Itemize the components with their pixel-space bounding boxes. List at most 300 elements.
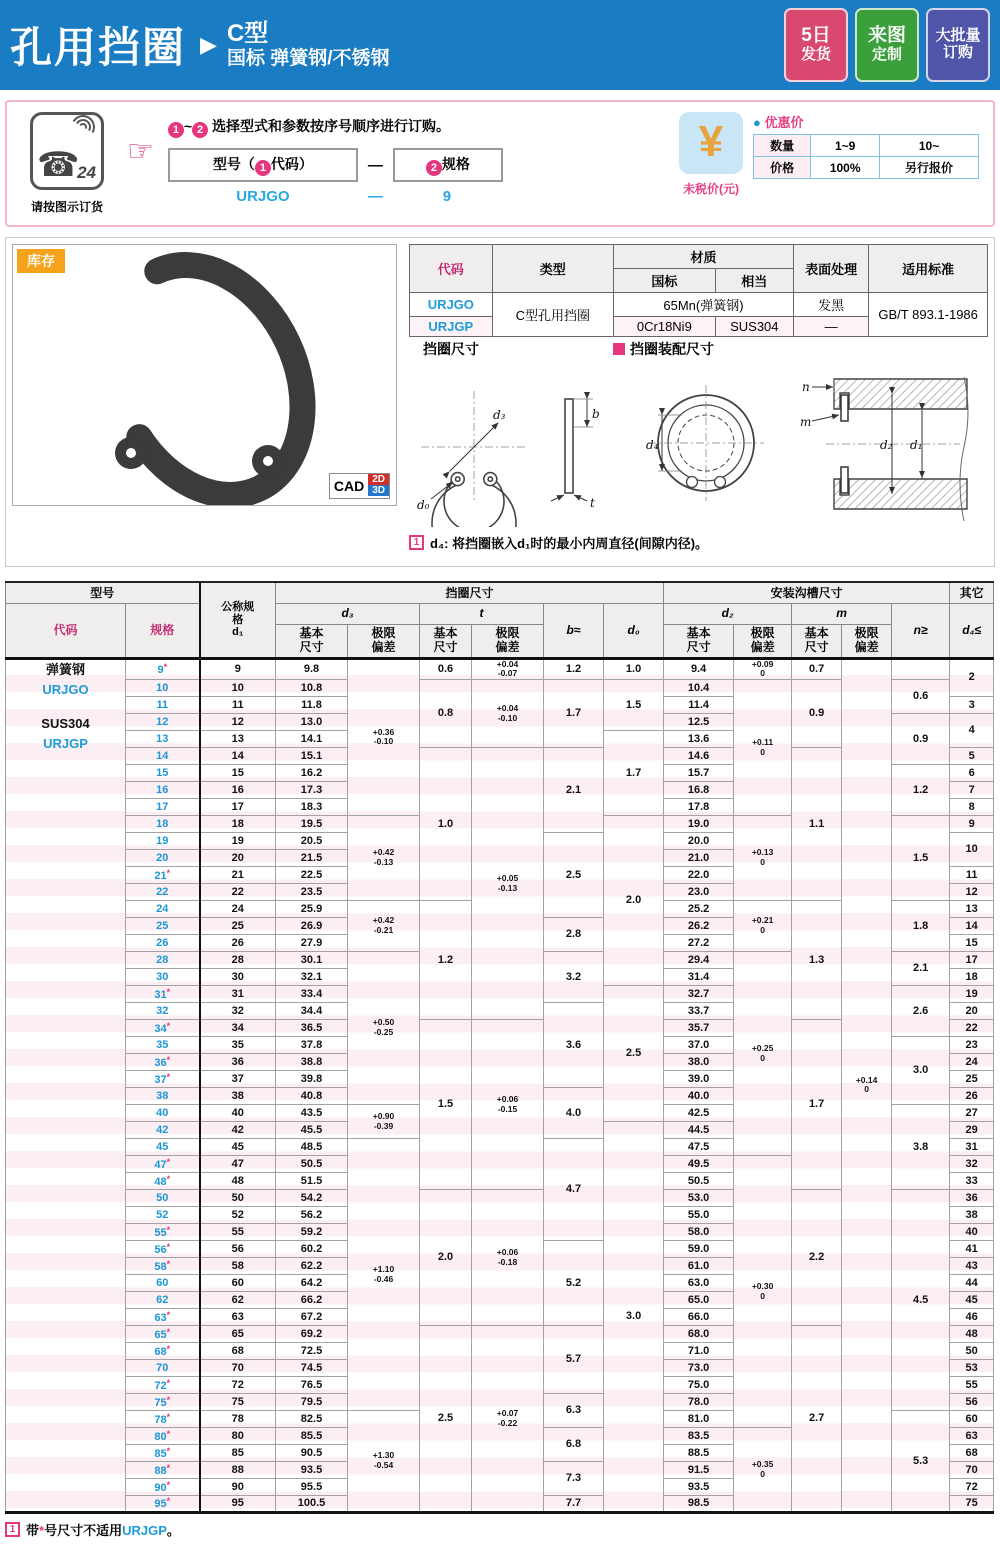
- spec-cell: 60: [126, 1275, 200, 1292]
- d4-cell: 3: [950, 697, 994, 714]
- d1-cell: 65: [200, 1326, 276, 1343]
- mtol-cell: +0.14 0: [842, 658, 892, 1513]
- d4-cell: 45: [950, 1292, 994, 1309]
- t-cell: 2.0: [420, 1190, 472, 1326]
- spec-cell: 32: [126, 1003, 200, 1020]
- std-material-label: 国标 弹簧钢/不锈钢: [226, 47, 390, 69]
- badge-5day-ship: 5日 发货: [784, 8, 848, 82]
- d2tol-cell: +0.09 0: [734, 658, 792, 680]
- cad-2d-button[interactable]: 2D: [368, 474, 389, 485]
- d3-cell: 56.2: [276, 1207, 348, 1224]
- header-m: m: [792, 603, 892, 624]
- d2tol-cell: +0.35 0: [734, 1428, 792, 1513]
- d2-cell: 63.0: [664, 1275, 734, 1292]
- n-cell: 0.6: [892, 680, 950, 714]
- d3-cell: 67.2: [276, 1309, 348, 1326]
- example-spec: 9: [442, 188, 452, 205]
- d2-cell: 16.8: [664, 782, 734, 799]
- header-spec: 规格: [126, 603, 200, 658]
- price-header: 价格: [754, 157, 811, 179]
- type-label: C型: [226, 20, 269, 48]
- price-info-block: [679, 112, 979, 197]
- d3-cell: 15.1: [276, 748, 348, 765]
- d0-cell: 2.5: [604, 986, 664, 1122]
- d1-cell: 24: [200, 901, 276, 918]
- d1-cell: 80: [200, 1428, 276, 1445]
- model-number-boxes: 型号（ 1 代码） — 2 规格: [168, 148, 665, 182]
- d2-cell: 26.2: [664, 918, 734, 935]
- d1-cell: 55: [200, 1224, 276, 1241]
- d3-cell: 82.5: [276, 1411, 348, 1428]
- discount-price-title: ● 优惠价: [753, 115, 804, 130]
- code-urjgo: URJGO: [410, 293, 493, 317]
- d2-cell: 17.8: [664, 799, 734, 816]
- label-d3: d₃: [493, 408, 506, 422]
- d1-cell: 10: [200, 680, 276, 697]
- spec-cell: 52: [126, 1207, 200, 1224]
- d3-cell: 38.8: [276, 1054, 348, 1071]
- d1-cell: 42: [200, 1122, 276, 1139]
- d2-cell: 10.4: [664, 680, 734, 697]
- d3-cell: 20.5: [276, 833, 348, 850]
- b-cell: 1.7: [544, 680, 604, 748]
- d3-cell: 51.5: [276, 1173, 348, 1190]
- d4-cell: 50: [950, 1343, 994, 1360]
- footnote: 1 带*号尺寸不适用URJGP。: [5, 1520, 995, 1539]
- label-t: t: [590, 496, 595, 510]
- d4-cell: 41: [950, 1241, 994, 1258]
- phone-order-block: [21, 112, 113, 215]
- d2-cell: 32.7: [664, 986, 734, 1003]
- assembly-front-diagram: [628, 369, 778, 527]
- t-cell: 1.5: [420, 1020, 472, 1190]
- m-cell: 2.2: [792, 1190, 842, 1326]
- d2-cell: 33.7: [664, 1003, 734, 1020]
- d1-cell: 34: [200, 1020, 276, 1037]
- spec-cell: 14: [126, 748, 200, 765]
- t-cell: 1.2: [420, 901, 472, 1020]
- d2-cell: 11.4: [664, 697, 734, 714]
- label-d1: d₁: [910, 438, 923, 452]
- header-d2: d₂: [664, 603, 792, 624]
- phone-24h-icon: ☎ 24: [30, 112, 104, 190]
- qty-header: 数量: [754, 135, 811, 157]
- header-t: t: [420, 603, 544, 624]
- material-65mn: 65Mn(弹簧钢): [614, 293, 794, 317]
- d1-cell: 48: [200, 1173, 276, 1190]
- d3-cell: 90.5: [276, 1445, 348, 1462]
- d2-cell: 88.5: [664, 1445, 734, 1462]
- d1-cell: 28: [200, 952, 276, 969]
- surface-cell: 发黑: [793, 293, 868, 317]
- b-cell: 3.6: [544, 1003, 604, 1088]
- n-cell: 0.9: [892, 714, 950, 765]
- d0-cell: 2.0: [604, 816, 664, 986]
- d3tol-cell: +0.36 -0.10: [348, 658, 420, 816]
- badge-bulk-order: 大批量 订购: [926, 8, 990, 82]
- d2-cell: 50.5: [664, 1173, 734, 1190]
- ring-dimension-diagram: [409, 369, 624, 527]
- b-cell: 6.8: [544, 1428, 604, 1462]
- d3-cell: 39.8: [276, 1071, 348, 1088]
- d1-cell: 20: [200, 850, 276, 867]
- b-cell: 5.7: [544, 1326, 604, 1394]
- d4-cell: 13: [950, 901, 994, 918]
- label-d4: d₄: [646, 438, 659, 452]
- spec-cell: 30: [126, 969, 200, 986]
- spec-cell: 36*: [126, 1054, 200, 1071]
- price-table: 数量 1~9 10~ 价格 100% 另行报价: [753, 134, 979, 179]
- d1-cell: 18: [200, 816, 276, 833]
- d2-cell: 75.0: [664, 1377, 734, 1394]
- d4-cell: 22: [950, 1020, 994, 1037]
- d3-cell: 100.5: [276, 1496, 348, 1513]
- d4-cell: 33: [950, 1173, 994, 1190]
- d4-cell: 36: [950, 1190, 994, 1207]
- n-cell: 1.8: [892, 901, 950, 952]
- m-cell: 1.1: [792, 748, 842, 901]
- header-tol: 极限偏差: [348, 624, 420, 658]
- header-d3: d₃: [276, 603, 420, 624]
- n-cell: 1.2: [892, 765, 950, 816]
- d4-cell: 12: [950, 884, 994, 901]
- spec-cell: 95*: [126, 1496, 200, 1513]
- header-basic: 基本尺寸: [276, 624, 348, 658]
- label-b: b: [592, 407, 600, 421]
- example-code: URJGO: [236, 188, 290, 205]
- d2-cell: 9.4: [664, 658, 734, 680]
- note-1-icon: 1: [409, 535, 424, 550]
- spec-cell: 15: [126, 765, 200, 782]
- pink-square-icon: [613, 343, 625, 355]
- d4-cell: 56: [950, 1394, 994, 1411]
- b-cell: 4.7: [544, 1139, 604, 1241]
- d3-cell: 48.5: [276, 1139, 348, 1156]
- n-cell: 3.8: [892, 1105, 950, 1190]
- d4-cell: 17: [950, 952, 994, 969]
- cad-3d-button[interactable]: 3D: [368, 485, 389, 496]
- spec-cell: 34*: [126, 1020, 200, 1037]
- d2-cell: 20.0: [664, 833, 734, 850]
- spec-cell: 9*: [126, 658, 200, 680]
- b-cell: 6.3: [544, 1394, 604, 1428]
- d4-cell: 5: [950, 748, 994, 765]
- order-example: URJGO — 9: [168, 188, 665, 205]
- d0-cell: 3.0: [604, 1122, 664, 1513]
- d2-cell: 19.0: [664, 816, 734, 833]
- spec-cell: 10: [126, 680, 200, 697]
- d1-cell: 90: [200, 1479, 276, 1496]
- spec-cell: 16: [126, 782, 200, 799]
- b-cell: 7.3: [544, 1462, 604, 1496]
- d3-cell: 72.5: [276, 1343, 348, 1360]
- d3-cell: 69.2: [276, 1326, 348, 1343]
- header-d0: d₀: [604, 603, 664, 658]
- order-step-note: 1 ~ 2 选择型式和参数按序号顺序进行订购。: [168, 116, 665, 138]
- m-cell: 1.3: [792, 901, 842, 1020]
- d3-cell: 32.1: [276, 969, 348, 986]
- d3tol-cell: +1.30 -0.54: [348, 1411, 420, 1513]
- d3-cell: 23.5: [276, 884, 348, 901]
- t-cell: 0.8: [420, 680, 472, 748]
- step1-badge: 1: [168, 122, 184, 138]
- label-d2: d₂: [880, 438, 893, 452]
- spec-cell: 20: [126, 850, 200, 867]
- d3-cell: 54.2: [276, 1190, 348, 1207]
- spec-cell: 65*: [126, 1326, 200, 1343]
- n-cell: 2.6: [892, 986, 950, 1037]
- d3tol-cell: +0.90 -0.39: [348, 1105, 420, 1139]
- d2-cell: 39.0: [664, 1071, 734, 1088]
- d4-cell: 8: [950, 799, 994, 816]
- stock-badge: 库存: [17, 249, 65, 273]
- d4-cell: 38: [950, 1207, 994, 1224]
- arrow-icon: ▶: [200, 32, 217, 57]
- d4-cell: 20: [950, 1003, 994, 1020]
- m-cell: 1.7: [792, 1020, 842, 1190]
- spec-cell: 80*: [126, 1428, 200, 1445]
- b-cell: 2.5: [544, 833, 604, 918]
- d1-cell: 52: [200, 1207, 276, 1224]
- d3-cell: 13.0: [276, 714, 348, 731]
- d0-cell: 1.0: [604, 658, 664, 680]
- n-cell: 1.5: [892, 816, 950, 901]
- d2-cell: 68.0: [664, 1326, 734, 1343]
- d2-cell: 29.4: [664, 952, 734, 969]
- spec-cell: 55*: [126, 1224, 200, 1241]
- spec-cell: 26: [126, 935, 200, 952]
- ttol-cell: +0.04 -0.10: [472, 680, 544, 748]
- d3-cell: 40.8: [276, 1088, 348, 1105]
- d4-cell: 26: [950, 1088, 994, 1105]
- d1-cell: 40: [200, 1105, 276, 1122]
- spec-cell: 11: [126, 697, 200, 714]
- d1-cell: 31: [200, 986, 276, 1003]
- spec-table-header: 型号 公称规格 d₁ 挡圈尺寸 安装沟槽尺寸 其它 代码 规格 d₃ t b≈ d₀ d₂ m n≥ d₄≤ 基本尺寸 极限偏差 基本尺寸 极限偏差 基本尺寸 极限偏差 基本尺寸 极限偏差: [6, 582, 994, 658]
- pointing-hand-icon: ☞: [127, 135, 154, 168]
- d3-cell: 62.2: [276, 1258, 348, 1275]
- d2-cell: 78.0: [664, 1394, 734, 1411]
- d3-cell: 17.3: [276, 782, 348, 799]
- d1-cell: 38: [200, 1088, 276, 1105]
- d3tol-cell: +0.42 -0.21: [348, 901, 420, 952]
- n-cell: [892, 658, 950, 680]
- ttol-cell: +0.06 -0.15: [472, 1020, 544, 1190]
- d4-cell: 24: [950, 1054, 994, 1071]
- d4-cell: 6: [950, 765, 994, 782]
- d4-cell: 7: [950, 782, 994, 799]
- d1-cell: 47: [200, 1156, 276, 1173]
- order-step-text: 选择型式和参数按序号顺序进行订购。: [211, 118, 450, 134]
- d3-cell: 50.5: [276, 1156, 348, 1173]
- bullet-icon: ●: [753, 115, 761, 130]
- d1-cell: 36: [200, 1054, 276, 1071]
- header-ring-dims: 挡圈尺寸: [276, 582, 664, 603]
- d3-cell: 64.2: [276, 1275, 348, 1292]
- d1-cell: 70: [200, 1360, 276, 1377]
- d3-cell: 79.5: [276, 1394, 348, 1411]
- d2-cell: 23.0: [664, 884, 734, 901]
- d1-cell: 63: [200, 1309, 276, 1326]
- d4-cell: 60: [950, 1411, 994, 1428]
- d1-cell: 78: [200, 1411, 276, 1428]
- d3-cell: 36.5: [276, 1020, 348, 1037]
- series-code-cell: 弹簧钢 URJGO SUS304 URJGP: [6, 658, 126, 1513]
- spec-cell: 13: [126, 731, 200, 748]
- d3-cell: 25.9: [276, 901, 348, 918]
- d2-cell: 14.6: [664, 748, 734, 765]
- spec-cell: 88*: [126, 1462, 200, 1479]
- spec-cell: 19: [126, 833, 200, 850]
- d4-cell: 43: [950, 1258, 994, 1275]
- d2-cell: 42.5: [664, 1105, 734, 1122]
- d1-cell: 19: [200, 833, 276, 850]
- d1-cell: 35: [200, 1037, 276, 1054]
- d2tol-cell: +0.21 0: [734, 901, 792, 952]
- d2-cell: 71.0: [664, 1343, 734, 1360]
- spec-cell: 42: [126, 1122, 200, 1139]
- spec-cell: 75*: [126, 1394, 200, 1411]
- d4-cell: 27: [950, 1105, 994, 1122]
- d3-cell: 18.3: [276, 799, 348, 816]
- d4-cell: 68: [950, 1445, 994, 1462]
- d1-cell: 26: [200, 935, 276, 952]
- b-cell: 2.1: [544, 748, 604, 833]
- d2-cell: 25.2: [664, 901, 734, 918]
- cad-label: CAD: [333, 478, 365, 494]
- d1-cell: 16: [200, 782, 276, 799]
- d3-cell: 9.8: [276, 658, 348, 680]
- d3-cell: 16.2: [276, 765, 348, 782]
- m-cell: 0.9: [792, 680, 842, 748]
- page-banner: [0, 0, 1000, 90]
- d1-cell: 12: [200, 714, 276, 731]
- d3-cell: 14.1: [276, 731, 348, 748]
- header-nominal-d1: 公称规格 d₁: [200, 582, 276, 658]
- spec-cell: 12: [126, 714, 200, 731]
- spec-cell: 63*: [126, 1309, 200, 1326]
- d2-cell: 49.5: [664, 1156, 734, 1173]
- b-cell: 5.2: [544, 1241, 604, 1326]
- spec-cell: 48*: [126, 1173, 200, 1190]
- footnote-1-icon: 1: [5, 1522, 20, 1537]
- spec-cell: 38: [126, 1088, 200, 1105]
- d1-cell: 13: [200, 731, 276, 748]
- d2-cell: 58.0: [664, 1224, 734, 1241]
- d3tol-cell: +1.10 -0.46: [348, 1139, 420, 1411]
- d3-cell: 10.8: [276, 680, 348, 697]
- m-cell: 0.7: [792, 658, 842, 680]
- d3-cell: 19.5: [276, 816, 348, 833]
- spec-cell: 50: [126, 1190, 200, 1207]
- d1-cell: 56: [200, 1241, 276, 1258]
- d3-cell: 93.5: [276, 1462, 348, 1479]
- d4-cell: 25: [950, 1071, 994, 1088]
- d3-cell: 59.2: [276, 1224, 348, 1241]
- step2-badge: 2: [192, 122, 208, 138]
- d1-cell: 85: [200, 1445, 276, 1462]
- n-cell: 5.3: [892, 1411, 950, 1513]
- d3-cell: 43.5: [276, 1105, 348, 1122]
- d2-cell: 21.0: [664, 850, 734, 867]
- t-cell: 1.0: [420, 748, 472, 901]
- d3-cell: 22.5: [276, 867, 348, 884]
- d1-cell: 37: [200, 1071, 276, 1088]
- d2-cell: 12.5: [664, 714, 734, 731]
- d4-cell: 29: [950, 1122, 994, 1139]
- table-row: [6, 658, 994, 680]
- model-code-box: 型号（ 1 代码）: [168, 148, 358, 182]
- spec-cell: 24: [126, 901, 200, 918]
- header-model: 型号: [6, 582, 200, 603]
- surface-cell-2: —: [793, 317, 868, 337]
- header-n: n≥: [892, 603, 950, 658]
- phone-caption: 请按图示订货: [30, 200, 103, 214]
- d3-cell: 21.5: [276, 850, 348, 867]
- d3-cell: 45.5: [276, 1122, 348, 1139]
- b-cell: 3.2: [544, 952, 604, 1003]
- spec-cell: 45: [126, 1139, 200, 1156]
- d1-cell: 22: [200, 884, 276, 901]
- label-d0: d₀: [417, 498, 430, 512]
- d2-cell: 47.5: [664, 1139, 734, 1156]
- d3-cell: 11.8: [276, 697, 348, 714]
- d1-cell: 17: [200, 799, 276, 816]
- d1-cell: 30: [200, 969, 276, 986]
- d4-cell: 72: [950, 1479, 994, 1496]
- d2-cell: 31.4: [664, 969, 734, 986]
- d4-cell: 4: [950, 714, 994, 748]
- spec-box: 2 规格: [393, 148, 503, 182]
- banner-badges: [784, 8, 990, 82]
- spec-cell: 31*: [126, 986, 200, 1003]
- d1-cell: 11: [200, 697, 276, 714]
- spec-cell: 28: [126, 952, 200, 969]
- d4-cell: 31: [950, 1139, 994, 1156]
- spec-cell: 56*: [126, 1241, 200, 1258]
- header-code: 代码: [6, 603, 126, 658]
- d2-cell: 91.5: [664, 1462, 734, 1479]
- material-equiv-cell: SUS304: [715, 317, 793, 337]
- spec-cell: 62: [126, 1292, 200, 1309]
- spec-cell: 25: [126, 918, 200, 935]
- d2-cell: 81.0: [664, 1411, 734, 1428]
- d3-cell: 37.8: [276, 1037, 348, 1054]
- d2-cell: 59.0: [664, 1241, 734, 1258]
- d2-cell: 55.0: [664, 1207, 734, 1224]
- d2-cell: 27.2: [664, 935, 734, 952]
- d4-cell: 44: [950, 1275, 994, 1292]
- d1-cell: 25: [200, 918, 276, 935]
- ttol-cell: +0.06 -0.18: [472, 1190, 544, 1326]
- d2tol-cell: +0.30 0: [734, 1156, 792, 1428]
- d3-cell: 85.5: [276, 1428, 348, 1445]
- d4-cell: 53: [950, 1360, 994, 1377]
- d3-cell: 26.9: [276, 918, 348, 935]
- d4-note: 1 d₄: 将挡圈嵌入d₁时的最小内周直径(间隙内径)。: [409, 533, 988, 552]
- spec-cell: 47*: [126, 1156, 200, 1173]
- d2-cell: 13.6: [664, 731, 734, 748]
- d1-cell: 60: [200, 1275, 276, 1292]
- spec-cell: 78*: [126, 1411, 200, 1428]
- spec-cell: 90*: [126, 1479, 200, 1496]
- n-cell: 3.0: [892, 1037, 950, 1105]
- t-cell: 2.5: [420, 1326, 472, 1513]
- groove-section-diagram: [782, 369, 982, 527]
- d4-cell: 46: [950, 1309, 994, 1326]
- banner-subtitle: [227, 20, 390, 69]
- d4-cell: 10: [950, 833, 994, 867]
